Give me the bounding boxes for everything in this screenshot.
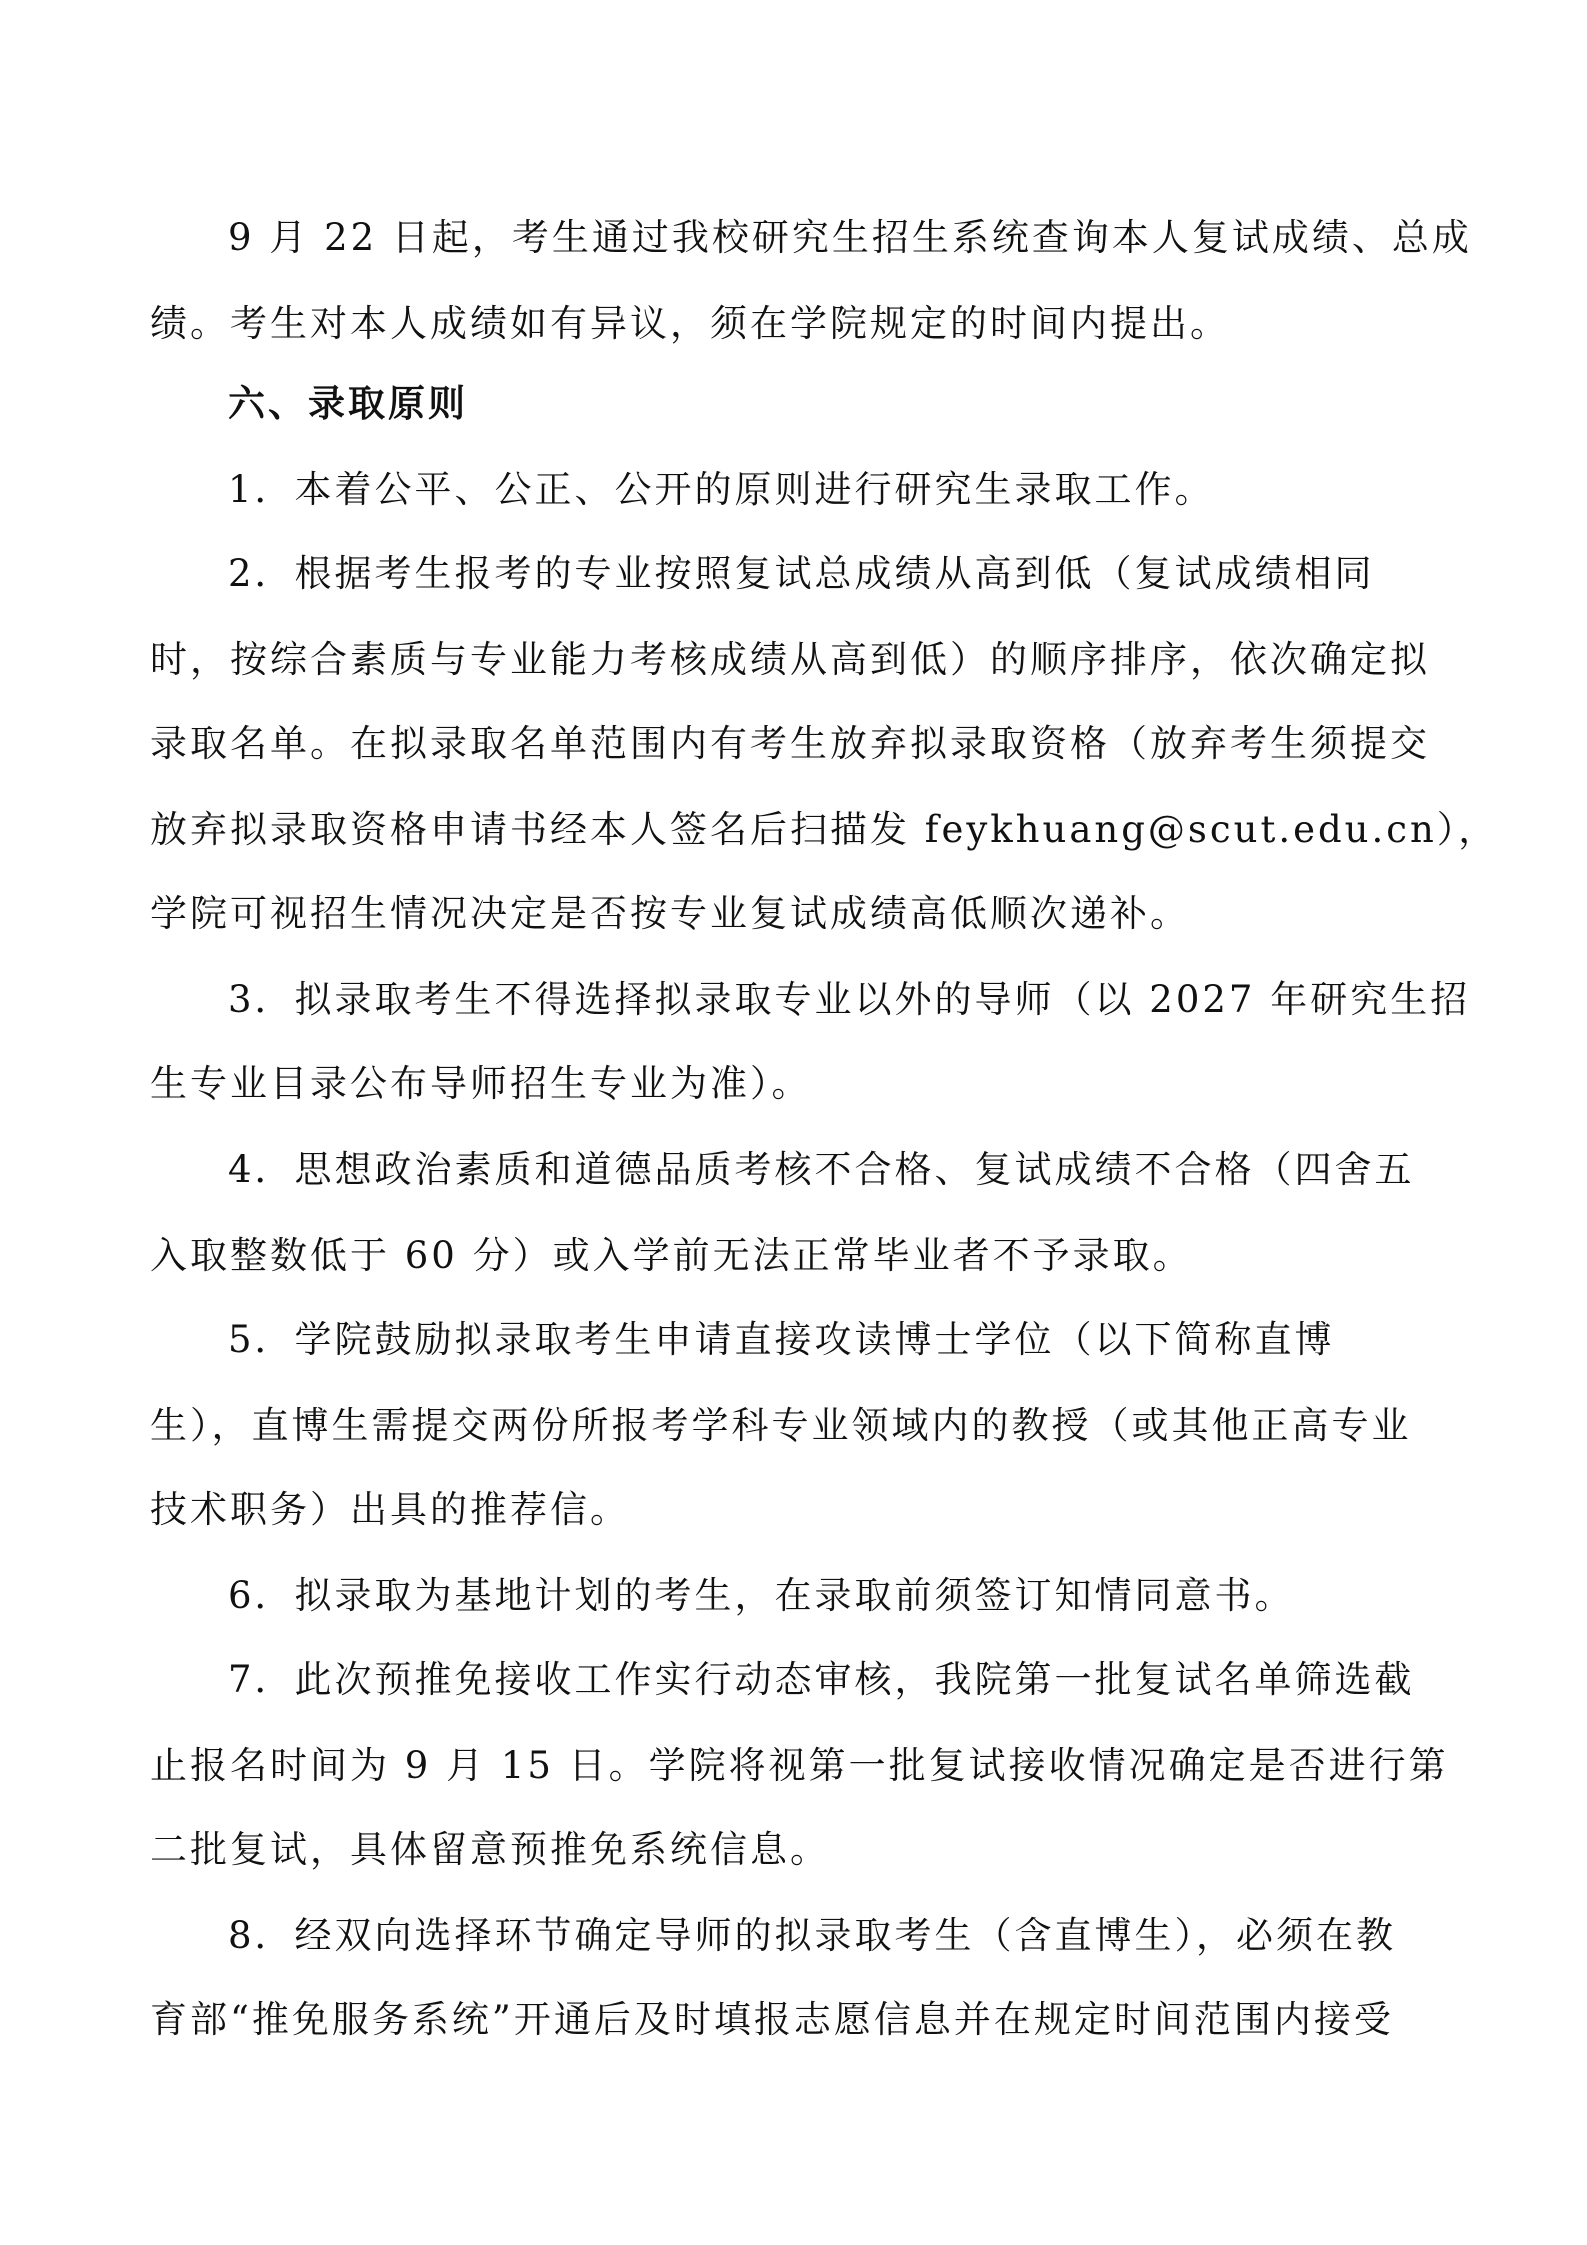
paragraph-line: 二批复试，具体留意预推免系统信息。	[150, 1828, 830, 1871]
paragraph-line: 2．根据考生报考的专业按照复试总成绩从高到低（复试成绩相同	[228, 552, 1375, 595]
paragraph-line: 生），直博生需提交两份所报考学科专业领域内的教授（或其他正高专业	[150, 1404, 1412, 1447]
paragraph-line: 6．拟录取为基地计划的考生，在录取前须签订知情同意书。	[228, 1574, 1295, 1617]
paragraph-line: 绩。考生对本人成绩如有异议，须在学院规定的时间内提出。	[150, 302, 1230, 345]
paragraph-line: 生专业目录公布导师招生专业为准）。	[150, 1062, 812, 1105]
paragraph-line: 8．经双向选择环节确定导师的拟录取考生（含直博生），必须在教	[228, 1914, 1397, 1957]
paragraph-line: 放弃拟录取资格申请书经本人签名后扫描发 feykhuang@scut.edu.cn），	[150, 808, 1499, 851]
paragraph-line: 录取名单。在拟录取名单范围内有考生放弃拟录取资格（放弃考生须提交	[150, 722, 1430, 765]
paragraph-line: 育部“推免服务系统”开通后及时填报志愿信息并在规定时间范围内接受	[150, 1998, 1394, 2041]
paragraph-line: 学院可视招生情况决定是否按专业复试成绩高低顺次递补。	[150, 892, 1190, 935]
paragraph-line: 4．思想政治素质和道德品质考核不合格、复试成绩不合格（四舍五	[228, 1148, 1415, 1191]
paragraph-line: 止报名时间为 9 月 15 日。学院将视第一批复试接收情况确定是否进行第	[150, 1744, 1449, 1787]
paragraph-line: 入取整数低于 60 分）或入学前无法正常毕业者不予录取。	[150, 1234, 1193, 1277]
paragraph-line: 3．拟录取考生不得选择拟录取专业以外的导师（以 2027 年研究生招	[228, 978, 1471, 1021]
paragraph-line: 时，按综合素质与专业能力考核成绩从高到低）的顺序排序，依次确定拟	[150, 638, 1430, 681]
paragraph-line: 9 月 22 日起，考生通过我校研究生招生系统查询本人复试成绩、总成	[228, 216, 1472, 259]
paragraph-line: 技术职务）出具的推荐信。	[150, 1488, 630, 1531]
paragraph-line: 1．本着公平、公正、公开的原则进行研究生录取工作。	[228, 468, 1215, 511]
section-heading: 六、录取原则	[228, 382, 468, 425]
paragraph-line: 5．学院鼓励拟录取考生申请直接攻读博士学位（以下简称直博	[228, 1318, 1335, 1361]
paragraph-line: 7．此次预推免接收工作实行动态审核，我院第一批复试名单筛选截	[228, 1658, 1415, 1701]
